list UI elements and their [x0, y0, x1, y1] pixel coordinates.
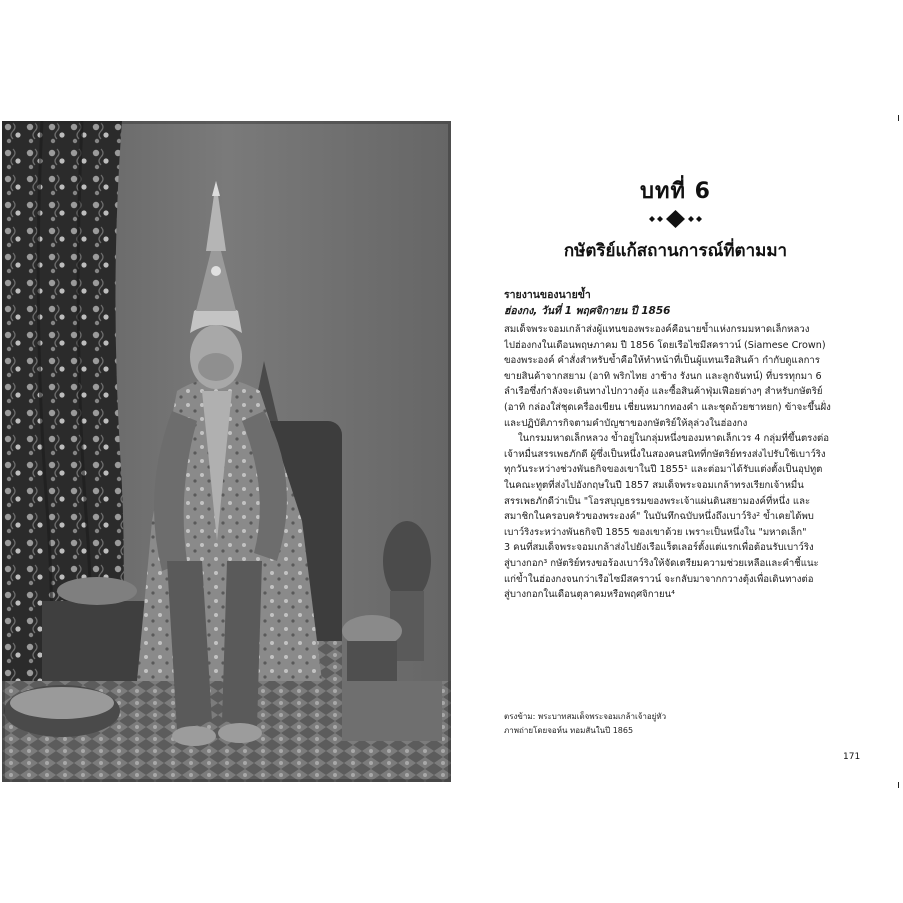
chapter-title: กษัตริย์แก้สถานการณ์ที่ตามมา: [563, 241, 788, 261]
text-line: ขายสินค้าจากสยาม (อาทิ พริกไทย งาช้าง รังนก และลูกจันทน์) ที่บรรทุกมา 6: [504, 370, 822, 382]
diamond-ornament-icon: [451, 209, 900, 229]
text-line: ทุกวันระหว่างช่วงพันธกิจของเขาในปี 1855¹ และต่อมาได้รับแต่งตั้งเป็นอุปทูต: [504, 464, 823, 476]
text-line: ของพระองค์ คำสั่งสำหรับข้ำคือให้ทำหน้าที่เป็นผู้แทนเรือสินค้า กำกับดูแลการ: [504, 355, 820, 367]
report-section: [504, 287, 860, 603]
text-line: ในกรมมหาดเล็กหลวง ข้ำอยู่ในกลุ่มหนึ่งของมหาดเล็กเวร 4 กลุ่มที่ขึ้นตรงต่อ: [518, 433, 830, 445]
text-page: [451, 121, 900, 782]
page-number: 171: [843, 752, 861, 762]
text-line: (อาทิ กล่องใส่ชุดเครื่องเขียน เชี่ยนหมากทองคำ และชุดถ้วยชาหยก) ข้าจะขึ้นฝั่ง: [504, 401, 831, 413]
text-line: 3 คนที่สมเด็จพระจอมเกล้าส่งไปยังเรือแร็ตเลอร์ตั้งแต่แรกเพื่อต้อนรับเบาว์ริง: [504, 542, 814, 554]
paragraph-1: [504, 322, 860, 431]
caption-line: ภาพถ่ายโดยจอห์น ทอมสันในปี 1865: [504, 726, 634, 735]
text-line: ไปฮ่องกงในเดือนพฤษภาคม ปี 1856 โดยเรือไซมีสคราวน์ (Siamese Crown): [504, 339, 826, 351]
text-line: เบาว์ริงระหว่างพันธกิจปี 1855 ของเขาด้วย เพราะเป็นหนึ่งใน "มหาดเล็ก": [504, 526, 807, 538]
text-line: สู่บางกอกในเดือนตุลาคมหรือพฤศจิกายน⁴: [504, 589, 676, 601]
caption-line: ตรงข้าม: พระบาทสมเด็จพระจอมเกล้าเจ้าอยู่หัว: [504, 712, 667, 721]
text-line: ในคณะทูตที่ส่งไปอังกฤษในปี 1857 สมเด็จพระจอมเกล้าทรงเรียกเจ้าหมื่น: [504, 479, 804, 491]
text-line: สมาชิกในครอบครัวของพระองค์" ในบันทึกฉบับหนึ่งถึงเบาว์ริง² ข้ำเคยได้พบ: [504, 511, 814, 523]
text-line: แก่ข้ำในฮ่องกงจนกว่าเรือไซมีสคราวน์ จะกลับมาจากกวางตุ้งเพื่อเดินทางต่อ: [504, 573, 814, 585]
king-photograph: [2, 121, 451, 782]
crop-mark: [898, 782, 899, 788]
report-heading: รายงานของนายข้ำ: [504, 289, 591, 301]
text-line: สมเด็จพระจอมเกล้าส่งผู้แทนของพระองค์คือนายข้ำแห่งกรมมหาดเล็กหลวง: [504, 324, 810, 335]
report-subheading: ฮ่องกง, วันที่ 1 พฤศจิกายน ปี 1856: [504, 305, 671, 317]
text-line: สู่บางกอก³ กษัตริย์ทรงขอร้องเบาว์ริงให้จัดเตรียมความช่วยเหลือและคำชี้แนะ: [504, 557, 819, 569]
paragraph-2: [504, 431, 860, 603]
text-line: สรรเพธภักดีว่าเป็น "โอรสบุญธรรมของพระเจ้าแผ่นดินสยามองค์ที่หนึ่ง และ: [504, 495, 811, 507]
photo-caption: [504, 710, 824, 738]
crop-mark: [898, 115, 899, 121]
chapter-number: บทที่ 6: [640, 179, 711, 204]
text-line: ลำเรือซึ่งกำลังจะเดินทางไปกวางตุ้ง และซื้อสินค้าฟุ่มเฟือยต่างๆ สำหรับกษัตริย์: [504, 386, 823, 398]
text-line: เจ้าหมื่นสรรเพธภักดี ผู้ซึ่งเป็นหนึ่งในสองคนสนิทที่กษัตริย์ทรงส่งไปรับใช้เบาว์ริง: [504, 448, 826, 460]
text-line: และปฏิบัติภารกิจตามคำบัญชาของกษัตริย์ให้ลุล่วงในฮ่องกง: [504, 417, 748, 429]
